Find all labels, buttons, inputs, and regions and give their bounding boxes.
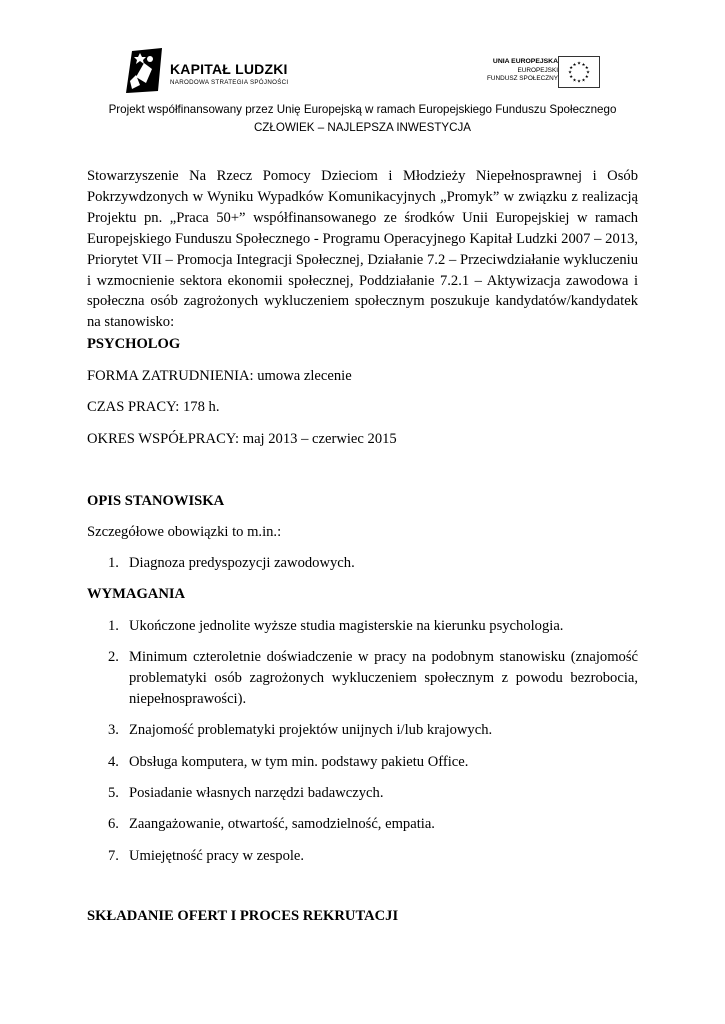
requirements-list bbox=[87, 616, 638, 877]
list-item-text: Obsługa komputera, w tym min. podstawy pakietu Office. bbox=[129, 753, 469, 770]
eu-star-icon: ★ bbox=[569, 74, 574, 80]
list-item-number: 2. bbox=[108, 649, 119, 666]
eu-star-icon: ★ bbox=[576, 78, 582, 84]
list-item bbox=[87, 814, 638, 835]
eu-logo-line1: UNIA EUROPEJSKA bbox=[492, 58, 558, 65]
eu-star-icon: ★ bbox=[581, 61, 586, 67]
list-item bbox=[87, 647, 638, 710]
intro-paragraph: Stowarzyszenie Na Rzecz Pomocy Dzieciom i Młodzieży Niepełnosprawnej i Osób Pokrzywdzonych w Wyniku Wypadków Komunikacyjnych „Promyk” w związku z realizacją Projektu pn. „Praca 50+” współfinansowanego ze środków Unii Europejskiej w ramach Europejskiego Funduszu Społecznego - Programu Operacyjnego Kapitał Ludzki 2007 – 2013, Priorytet VII – Promocja Integracji Społecznej, Działanie 7.2 – Przeciwdziałanie wykluczeniu i wzmocnienie sektora ekonomii społecznej, Poddziałanie 7.2.1 – Aktywizacja zawodowa i społeczna osób zagrożonych wykluczeniem społecznym poszukuje kandydatów/kandydatek na stanowisko: bbox=[87, 168, 638, 331]
working-hours: CZAS PRACY: 178 h. bbox=[87, 399, 220, 415]
eu-star-icon: ★ bbox=[572, 77, 577, 83]
duties-list bbox=[87, 553, 638, 574]
list-item bbox=[87, 720, 638, 741]
list-item-text: Posiadanie własnych narzędzi badawczych. bbox=[129, 785, 384, 801]
list-item bbox=[87, 553, 638, 574]
list-item-text: Zaangażowanie, otwartość, samodzielność, empatia. bbox=[129, 816, 435, 833]
kapital-ludzki-logo bbox=[122, 47, 312, 95]
duties-intro: Szczegółowe obowiązki to m.in.: bbox=[87, 524, 282, 540]
description-heading: OPIS STANOWISKA bbox=[87, 493, 225, 509]
list-item-text: Diagnoza predyspozycji zawodowych. bbox=[129, 555, 355, 571]
cofinancing-line: Projekt współfinansowany przez Unię Europejską w ramach Europejskiego Funduszu Społecznego bbox=[108, 103, 617, 116]
list-item-number: 3. bbox=[108, 722, 119, 739]
eu-star-icon: ★ bbox=[567, 69, 573, 75]
document-body bbox=[87, 166, 638, 924]
eu-star-icon: ★ bbox=[585, 69, 591, 75]
slogan-line: CZŁOWIEK – NAJLEPSZA INWESTYCJA bbox=[253, 121, 472, 134]
requirements-heading: WYMAGANIA bbox=[87, 586, 186, 602]
list-item-number: 4. bbox=[108, 753, 119, 770]
eu-logo-line3: FUNDUSZ SPOŁECZNY bbox=[486, 75, 558, 82]
list-item-number: 7. bbox=[108, 847, 119, 864]
eu-logo bbox=[470, 56, 610, 90]
list-item bbox=[87, 846, 638, 867]
eu-star-icon: ★ bbox=[584, 74, 589, 80]
employment-form: FORMA ZATRUDNIENIA: umowa zlecenie bbox=[87, 368, 352, 384]
kapital-ludzki-emblem-icon bbox=[122, 47, 166, 95]
eu-flag-icon bbox=[558, 56, 600, 88]
list-item-number: 1. bbox=[108, 555, 119, 571]
eu-star-icon: ★ bbox=[569, 65, 574, 71]
list-item-text: Znajomość problematyki projektów unijnych i/lub krajowych. bbox=[129, 722, 493, 739]
position-title: PSYCHOLOG bbox=[87, 336, 181, 352]
list-item bbox=[87, 616, 638, 637]
kapital-ludzki-title: KAPITAŁ LUDZKI bbox=[170, 61, 288, 77]
eu-logo-line2: EUROPEJSKI bbox=[517, 66, 558, 74]
eu-logo-text bbox=[487, 58, 558, 84]
cooperation-period: OKRES WSPÓŁPRACY: maj 2013 – czerwiec 2015 bbox=[87, 431, 397, 447]
list-item-number: 1. bbox=[108, 618, 119, 634]
kapital-ludzki-subtitle: NARODOWA STRATEGIA SPÓJNOŚCI bbox=[170, 79, 289, 86]
list-item-text: Ukończone jednolite wyższe studia magisterskie na kierunku psychologia. bbox=[129, 618, 564, 634]
eu-star-icon: ★ bbox=[572, 61, 577, 67]
offers-heading: SKŁADANIE OFERT I PROCES REKRUTACJI bbox=[87, 908, 399, 924]
list-item bbox=[87, 752, 638, 773]
list-item bbox=[87, 783, 638, 804]
eu-star-icon: ★ bbox=[581, 77, 586, 83]
eu-star-icon: ★ bbox=[584, 65, 589, 71]
eu-star-icon: ★ bbox=[576, 60, 582, 66]
list-item-text: Umiejętność pracy w zespole. bbox=[129, 847, 305, 864]
list-item-number: 5. bbox=[108, 785, 119, 801]
list-item-text: Minimum czteroletnie doświadczenie w pracy na podobnym stanowisku (znajomość problematyki osób zagrożonych wykluczeniem społecznym z powodu bezrobocia, niepełnosprawości). bbox=[129, 649, 638, 708]
list-item-number: 6. bbox=[108, 816, 119, 833]
